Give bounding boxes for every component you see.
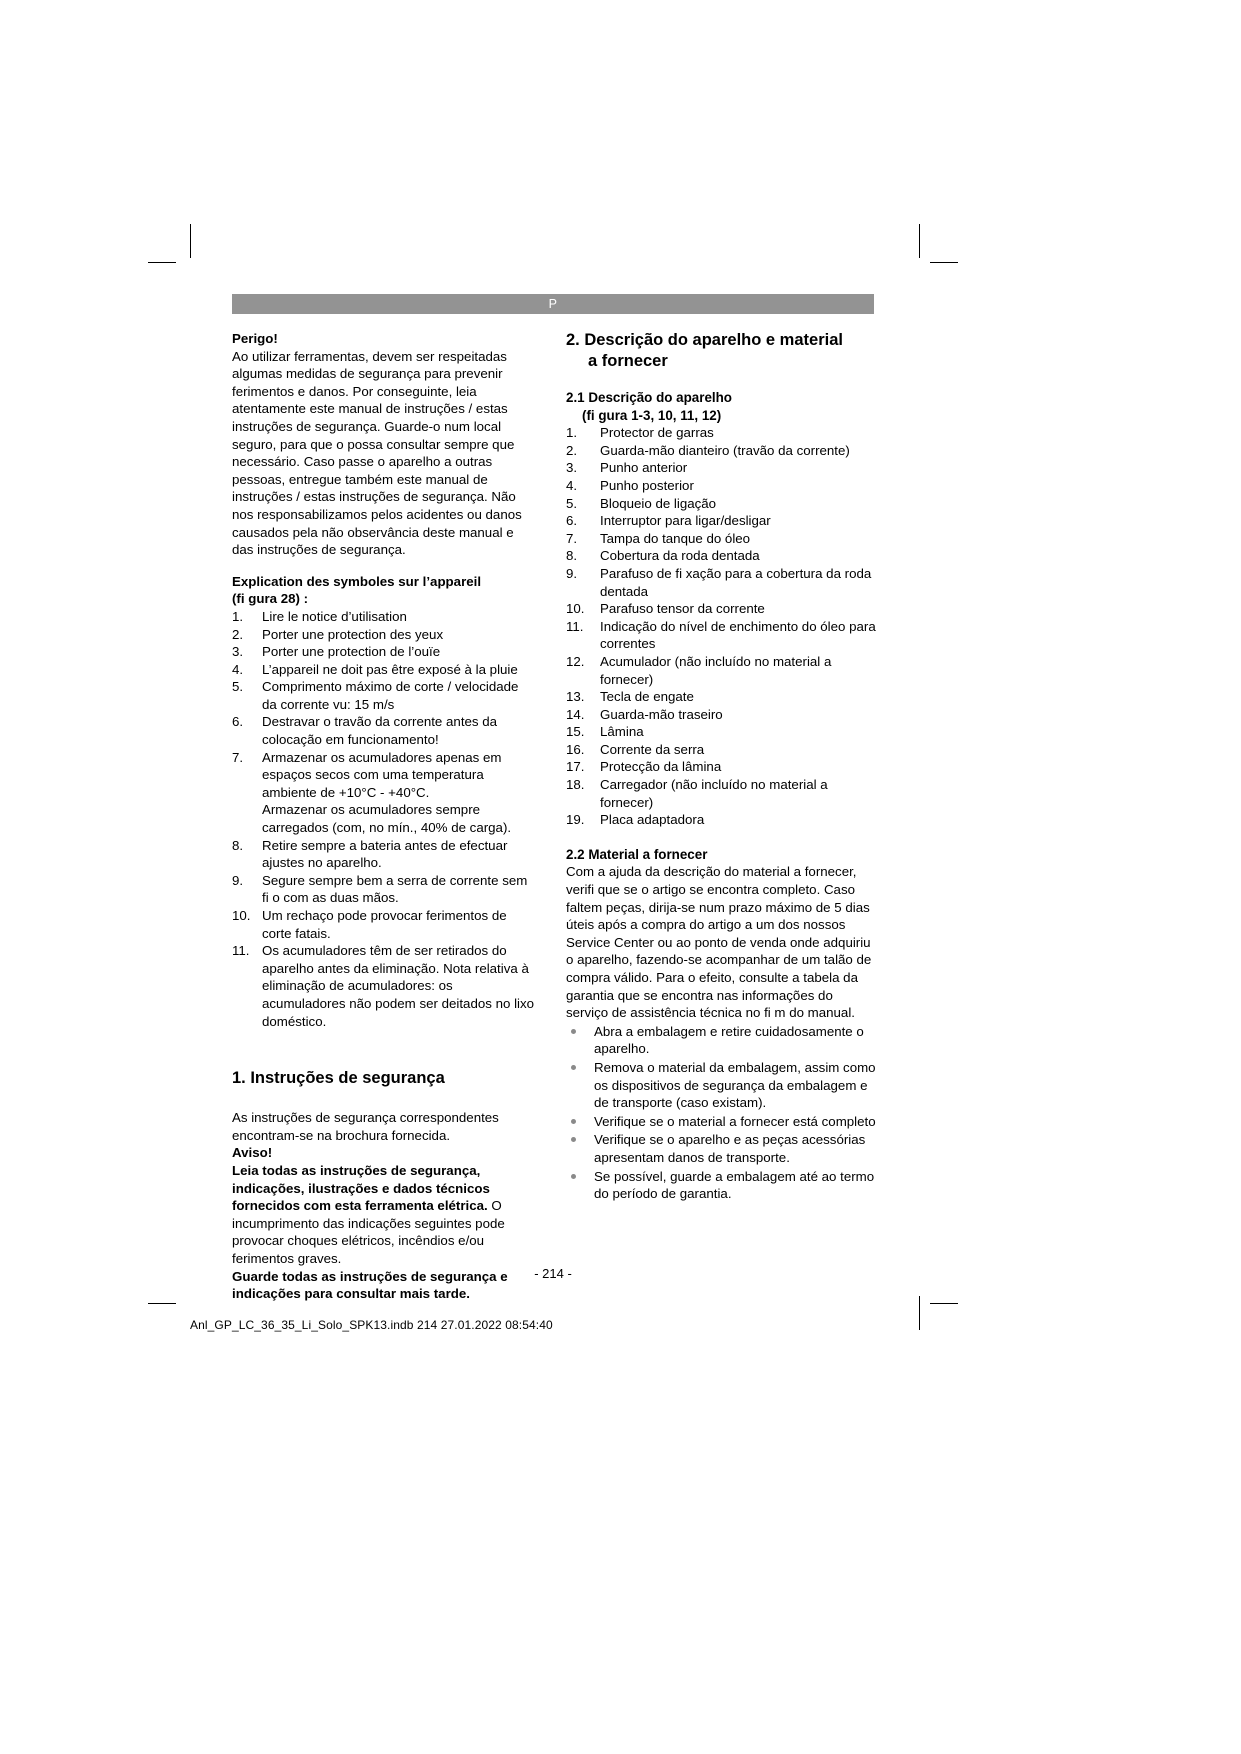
crop-mark-top-right-h [930,262,958,263]
footer-file-info: Anl_GP_LC_36_35_Li_Solo_SPK13.indb 214 27.01.2022 08:54:40 [190,1318,553,1332]
warning-rest-text: O incumprimento das indicações seguintes pode provocar choques elétricos, incêndios e/ou ferimentos graves. [232,1198,505,1266]
list-item: 19. Placa adaptadora [566,812,705,828]
crop-mark-top-right [919,224,920,258]
list-item-text: Bloqueio de ligação [600,495,717,511]
list-item: 9. Segure sempre bem a serra de corrente sem fi o com as duas mãos. [232,872,528,906]
section-2-title-line1: 2. Descrição do aparelho e material [566,331,843,349]
list-item-text: Porter une protection de l’ouïe [262,644,441,660]
list-item-text: L’appareil ne doit pas être exposé à la pluie [262,661,518,677]
list-item: 5. Comprimento máximo de corte / velocidade da corrente vu: 15 m/s [232,679,519,712]
list-item: 12. Acumulador (não incluído no material a fornecer) [566,653,832,687]
list-item-text: Os acumuladores têm de ser retirados do aparelho antes da eliminação. Nota relativa à eliminação de acumuladores: os acumuladores não podem ser deitados no lixo doméstico. [262,943,535,1029]
list-item-text: Segure sempre bem a serra de corrente sem fi o com as duas mãos. [262,872,528,906]
list-item: 10. Parafuso tensor da corrente [566,601,765,617]
list-item-text: Parafuso tensor da corrente [600,601,765,617]
list-item: 4. L’appareil ne doit pas être exposé à la pluie [232,661,518,677]
list-item: 9. Parafuso de fi xação para a cobertura da roda dentada [566,565,872,599]
list-item: 10. Um rechaço pode provocar ferimentos de corte fatais. [232,908,507,941]
crop-mark-bottom-right [919,1296,920,1330]
warning-keep-text: Guarde todas as instruções de segurança e indicações para consultar mais tarde. [232,1268,508,1302]
list-item-text: Tecla de engate [600,689,694,705]
bullet-icon [571,1119,576,1124]
language-band [232,294,874,314]
list-item [566,1059,876,1112]
list-item: 1. Lire le notice d’utilisation [232,608,407,624]
list-item-text: Abra a embalagem e retire cuidadosamente o aparelho. [594,1023,864,1057]
list-item: 6. Destravar o travão da corrente antes da colocação em funcionamento! [232,714,498,748]
list-item: 6. Interruptor para ligar/desligar [566,513,771,529]
list-item-text: Punho anterior [600,460,688,476]
list-item-text: Destravar o travão da corrente antes da colocação em funcionamento! [262,714,498,748]
list-item-text: Porter une protection des yeux [262,626,444,642]
list-item-text: Um rechaço pode provocar ferimentos de corte fatais. [262,908,507,941]
list-item-text: Punho posterior [600,477,694,493]
warning-bold-text: Leia todas as instruções de segurança, indicações, ilustrações e dados técnicos fornecidos com esta ferramenta elétrica. [232,1162,490,1214]
list-item-text: Protector de garras [600,425,714,441]
warning-heading: Aviso! [232,1145,273,1161]
list-item [566,1023,876,1058]
crop-mark-bottom-right-h [930,1303,958,1304]
list-item: 15. Lâmina [566,724,644,740]
list-item-text: Armazenar os acumuladores apenas em espaços secos com uma temperatura ambiente de +10°C - +40°C. [262,749,502,800]
list-item: 8. Cobertura da roda dentada [566,548,760,564]
danger-text: Ao utilizar ferramentas, devem ser respeitadas algumas medidas de segurança para prevenir ferimentos e danos. Por conseguinte, leia atentamente este manual de instruções / estas instruções de segurança. Guarde-o num local seguro, para que o possa consultar sempre que necessário. Caso passe o aparelho a outras pessoas, entregue também este manual de instruções / estas instruções de segurança. Não nos responsabilizamos pelos acidentes ou danos causados pela não observância deste manual e das instruções de segurança. [232,348,522,558]
list-item: 2. Porter une protection des yeux [232,626,444,642]
list-item-text: Retire sempre a bateria antes de efectuar ajustes no aparelho. [262,837,508,871]
list-item [566,1168,876,1203]
bullet-icon [571,1137,576,1142]
list-item-text: Se possível, guarde a embalagem até ao termo do período de garantia. [594,1168,875,1202]
left-column [232,330,536,1303]
symbols-heading-line2: (fi gura 28) : [232,591,309,607]
storage-note: Armazenar os acumuladores sempre carregados (com, no mín., 40% de carga). [262,802,512,836]
section-2-title-line2: a fornecer [588,352,668,370]
list-item-text: Indicação do nível de enchimento do óleo para correntes [600,618,876,652]
list-item: 11. Os acumuladores têm de ser retirados do aparelho antes da eliminação. Nota relativa à eliminação de acumuladores: os acumuladores não podem ser deitados no lixo doméstico. [232,943,535,1029]
list-item-text: Lâmina [600,724,644,740]
symbols-list-part1 [232,608,536,802]
right-column [566,330,876,1203]
list-item-text: Carregador (não incluído no material a fornecer) [600,777,828,810]
list-item-text: Interruptor para ligar/desligar [600,513,771,529]
list-item: 13. Tecla de engate [566,689,694,705]
list-item: 8. Retire sempre a bateria antes de efectuar ajustes no aparelho. [232,837,508,871]
section-1-title: 1. Instruções de segurança [232,1069,445,1088]
symbols-heading-line1: Explication des symboles sur l’appareil [232,573,482,589]
crop-mark-top-left [190,224,191,258]
list-item-text: Corrente da serra [600,741,705,757]
list-item-text: Tampa do tanque do óleo [600,530,751,546]
language-code: P [548,297,558,311]
list-item: 18. Carregador (não incluído no material a fornecer) [566,777,828,810]
list-item-text: Guarda-mão dianteiro (travão da corrente) [600,442,850,458]
bullet-icon [571,1029,576,1034]
list-item-text: Comprimento máximo de corte / velocidade da corrente vu: 15 m/s [262,679,519,712]
list-item-text: Remova o material da embalagem, assim como os dispositivos de segurança da embalagem e de transporte (caso existam). [594,1059,876,1111]
list-item: 3. Porter une protection de l’ouïe [232,644,441,660]
section-1-intro: As instruções de segurança correspondentes encontram-se na brochura fornecida. [232,1110,499,1143]
list-item: 4. Punho posterior [566,477,694,493]
list-item-text: Cobertura da roda dentada [600,548,760,564]
crop-mark-bottom-left-h [148,1303,176,1304]
subsection-2-2-text: Com a ajuda da descrição do material a fornecer, verifi que se o artigo se encontra completo. Caso faltem peças, dirija-se num prazo máximo de 5 dias úteis após a compra do artigo a um dos nossos Service Center ou ao ponto de venda onde adquiriu o aparelho, fazendo-se acompanhar de um talão de compra válido. Para o efeito, consulte a tabela da garantia que se encontra nas informações do serviço de assistência técnica no fi m do manual. [566,864,872,1021]
symbols-list-part2 [232,837,536,1031]
page-number: - 214 - [534,1266,572,1281]
warning-paragraph [232,1162,536,1268]
list-item-text: Verifique se o aparelho e as peças acessórias apresentam danos de transporte. [594,1132,866,1165]
list-item [566,1113,876,1131]
list-item-text: Placa adaptadora [600,812,705,828]
list-item: 17. Protecção da lâmina [566,759,722,775]
list-item-text: Lire le notice d’utilisation [262,608,407,624]
list-item [566,1131,876,1166]
list-item: 1. Protector de garras [566,425,714,441]
list-item: 11. Indicação do nível de enchimento do óleo para correntes [566,618,876,652]
subsection-2-1-heading: 2.1 Descrição do aparelho [566,390,732,405]
list-item: 5. Bloqueio de ligação [566,495,717,511]
list-item-text: Acumulador (não incluído no material a fornecer) [600,653,832,687]
list-item: 14. Guarda-mão traseiro [566,706,723,722]
list-item-text: Parafuso de fi xação para a cobertura da roda dentada [600,565,872,599]
parts-list [566,424,876,829]
list-item: 7. Armazenar os acumuladores apenas em espaços secos com uma temperatura ambiente de +10°C - +40°C. [232,749,502,800]
list-item-text: Protecção da lâmina [600,759,722,775]
subsection-2-1-figure-ref: (fi gura 1-3, 10, 11, 12) [582,407,722,423]
list-item: 3. Punho anterior [566,460,688,476]
list-item: 16. Corrente da serra [566,741,705,757]
danger-heading: Perigo! [232,331,278,346]
list-item-text: Guarda-mão traseiro [600,706,723,722]
list-item-text: Verifique se o material a fornecer está completo [594,1113,876,1129]
list-item: 2. Guarda-mão dianteiro (travão da corrente) [566,442,850,458]
list-item: 7. Tampa do tanque do óleo [566,530,751,546]
delivery-checklist [566,1023,876,1203]
crop-mark-top-left-h [148,262,176,263]
subsection-2-2-heading: 2.2 Material a fornecer [566,846,708,862]
bullet-icon [571,1174,576,1179]
bullet-icon [571,1065,576,1070]
